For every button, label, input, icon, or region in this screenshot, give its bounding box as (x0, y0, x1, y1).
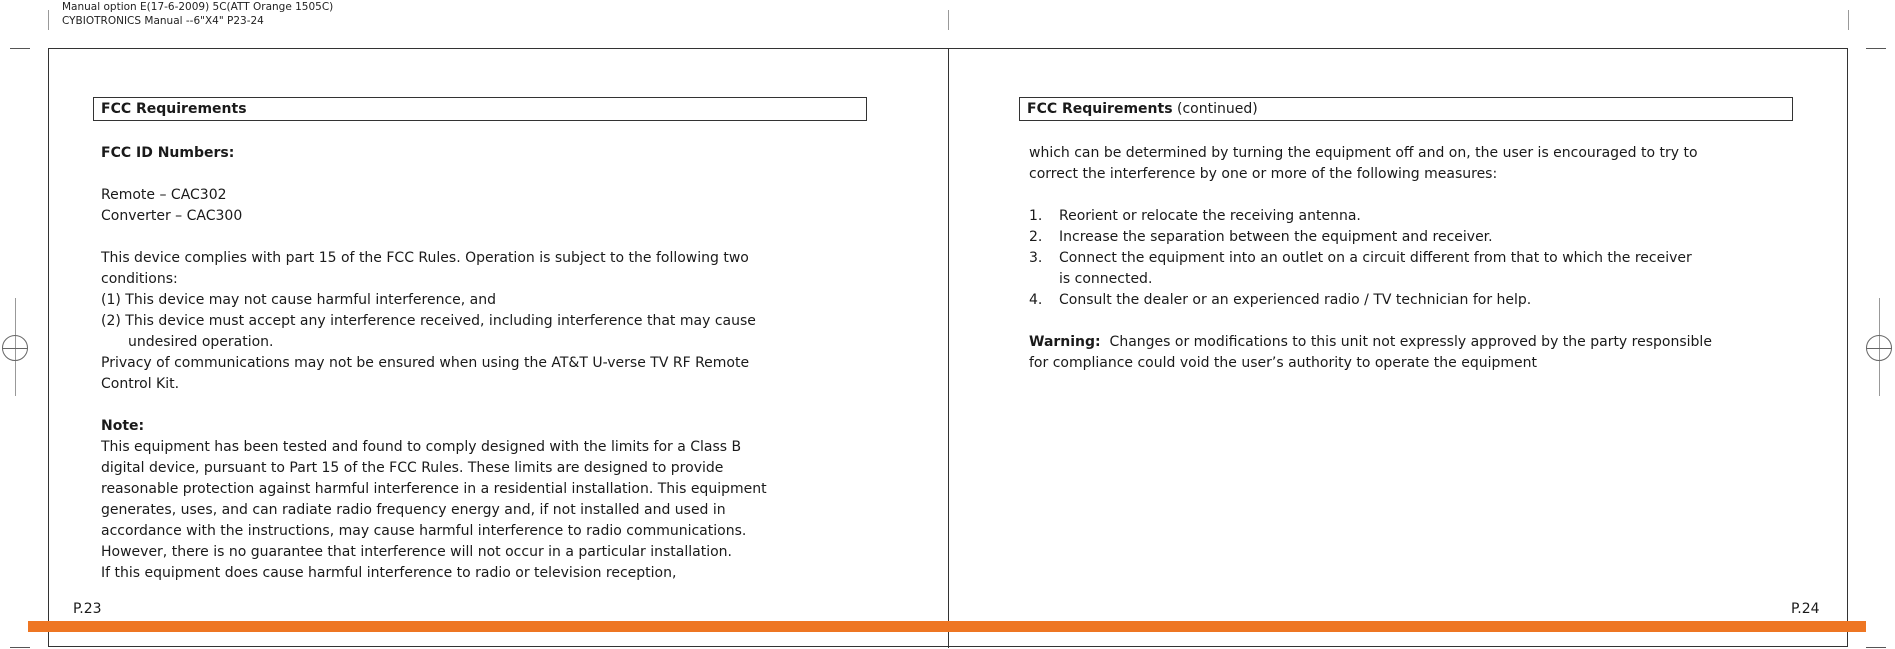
condition-1: (1) This device may not cause harmful interference, and (101, 292, 497, 308)
list-item-text: is connected. (1059, 271, 1153, 287)
note-line: If this equipment does cause harmful interference to radio or television reception, (101, 565, 677, 581)
note-line: This equipment has been tested and found to comply designed with the limits for a Class B (101, 439, 742, 455)
list-item-number: 4. (1029, 292, 1043, 308)
list-item-text: Consult the dealer or an experienced radio / TV technician for help. (1059, 292, 1532, 308)
note-line: digital device, pursuant to Part 15 of the FCC Rules. These limits are designed to provide (101, 460, 724, 476)
list-item-number: 1. (1029, 208, 1043, 224)
list-item-text: Reorient or relocate the receiving antenna. (1059, 208, 1361, 224)
warning-label: Warning: (1029, 334, 1101, 350)
orange-footer-band (28, 621, 1866, 632)
crop-mark (948, 10, 949, 30)
list-item (1029, 290, 1829, 311)
left-body (101, 143, 921, 584)
registration-circle (1866, 335, 1892, 361)
note-title: Note: (101, 418, 145, 434)
right-section-header (1019, 97, 1793, 121)
warning-line-1 (1029, 332, 1829, 353)
intro-line-2: correct the interference by one or more of the following measures: (1029, 166, 1498, 182)
measures-list (1029, 206, 1829, 311)
crop-mark (48, 10, 49, 30)
note-line: generates, uses, and can radiate radio frequency energy and, if not installed and used in (101, 502, 726, 518)
note-line: However, there is no guarantee that interference will not occur in a particular installation. (101, 544, 732, 560)
page-divider (948, 48, 949, 648)
warning-text: Changes or modifications to this unit not expressly approved by the party responsible (1100, 334, 1712, 350)
left-header-title: FCC Requirements (101, 101, 247, 117)
list-item (1029, 206, 1829, 227)
crop-mark (10, 48, 30, 49)
note-line: reasonable protection against harmful interference in a residential installation. This equipment (101, 481, 767, 497)
left-section-header (93, 97, 867, 121)
condition-2-line-1: (2) This device must accept any interference received, including interference that may cause (101, 313, 756, 329)
converter-id: Converter – CAC300 (101, 208, 243, 224)
list-item (1029, 248, 1829, 269)
list-item-number: 3. (1029, 250, 1043, 266)
crop-mark (1866, 647, 1886, 648)
crop-mark (10, 647, 30, 648)
warning-line-2: for compliance could void the user’s authority to operate the equipment (1029, 355, 1537, 371)
left-page-number: P.23 (73, 601, 102, 617)
compliance-line-1: This device complies with part 15 of the FCC Rules. Operation is subject to the following two (101, 250, 749, 266)
remote-id: Remote – CAC302 (101, 187, 227, 203)
note-line: accordance with the instructions, may cause harmful interference to radio communications. (101, 523, 747, 539)
fcc-id-title: FCC ID Numbers: (101, 145, 235, 161)
slug-line-2: CYBIOTRONICS Manual --6"X4" P23-24 (62, 15, 264, 27)
privacy-line-2: Control Kit. (101, 376, 180, 392)
intro-line-1: which can be determined by turning the equipment off and on, the user is encouraged to try to (1029, 145, 1698, 161)
slug-line-1: Manual option E(17-6-2009) 5C(ATT Orange 1505C) (62, 1, 334, 13)
list-item-text: Connect the equipment into an outlet on a circuit different from that to which the receiver (1059, 250, 1692, 266)
crop-mark (1866, 48, 1886, 49)
compliance-line-2: conditions: (101, 271, 178, 287)
list-item-continuation (1029, 269, 1829, 290)
right-header-title: FCC Requirements (1027, 101, 1173, 117)
list-item-number: 2. (1029, 229, 1043, 245)
list-item-text: Increase the separation between the equipment and receiver. (1059, 229, 1493, 245)
right-page-number: P.24 (1791, 601, 1820, 617)
privacy-line-1: Privacy of communications may not be ensured when using the AT&T U-verse TV RF Remote (101, 355, 750, 371)
right-header-suffix: (continued) (1172, 101, 1258, 117)
condition-2-line-2: undesired operation. (128, 334, 274, 350)
registration-circle (2, 335, 28, 361)
right-body (1029, 143, 1829, 374)
list-item (1029, 227, 1829, 248)
crop-mark (1848, 10, 1849, 30)
